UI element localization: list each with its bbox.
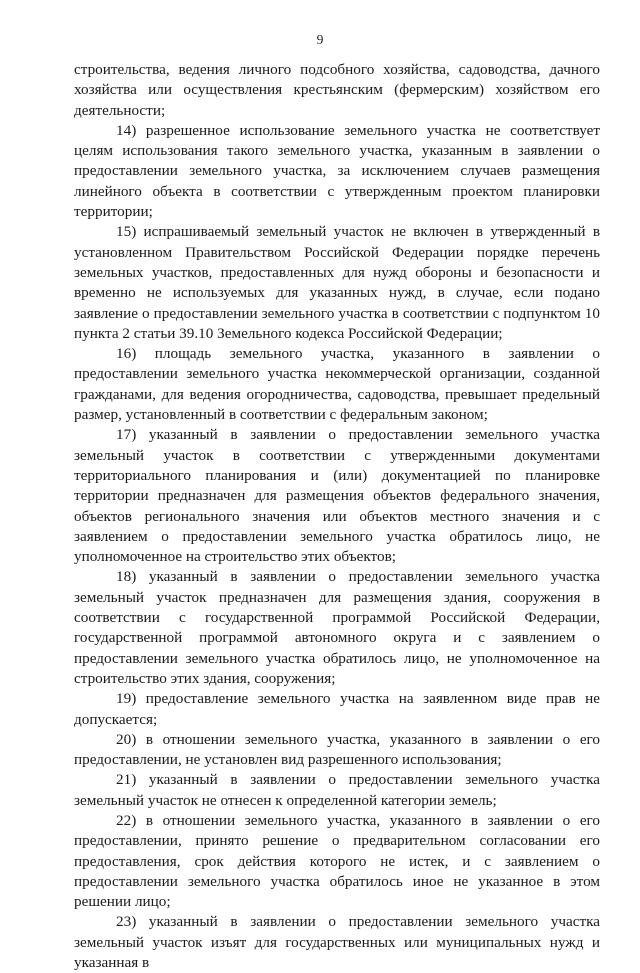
paragraph: 19) предоставление земельного участка на заявленном виде прав не допускается; — [74, 690, 600, 728]
paragraph: 15) испрашиваемый земельный участок не включен в утвержденный в установленном Правительством Российской Федерации порядке перечень земельных участков, предоставленных для нужд обороны и безопасности и временно не используемых для указанных нужд, в случае, если подано заявление о предоставлении земельного участка в соответствии с подпунктом 10 пункта 2 статьи 39.10 Земельного кодекса Российской Федерации; — [74, 223, 600, 342]
paragraph: 21) указанный в заявлении о предоставлении земельного участка земельный участок не отнесен к определенной категории земель; — [74, 771, 600, 809]
paragraph: 17) указанный в заявлении о предоставлении земельного участка земельный участок в соответствии с утвержденными документами территориального планирования и (или) документацией по планировке территории предназначен для размещения объектов федерального значения, объектов регионального значения или объектов местного значения и с заявлением о предоставлении земельного участка обратилось лицо, не уполномоченное на строительство этих объектов; — [74, 426, 600, 566]
paragraph: 16) площадь земельного участка, указанного в заявлении о предоставлении земельного участка некоммерческой организации, созданной гражданами, для ведения огородничества, садоводства, превышает предельный размер, установленный в соответствии с федеральным законом; — [74, 345, 600, 424]
paragraph: строительства, ведения личного подсобного хозяйства, садоводства, дачного хозяйства или осуществления крестьянским (фермерским) хозяйством его деятельности; — [74, 61, 600, 119]
paragraph: 23) указанный в заявлении о предоставлении земельного участка земельный участок изъят для государственных или муниципальных нужд и указанная в — [74, 913, 600, 972]
page-number: 9 — [316, 32, 324, 47]
paragraph: 22) в отношении земельного участка, указанного в заявлении о его предоставлении, принято решение о предварительном согласовании его предоставления, срок действия которого не истек, и с заявлением о предоставлении земельного участка обратилось иное не указанное в этом решении лицо; — [74, 811, 600, 911]
paragraph: 18) указанный в заявлении о предоставлении земельного участка земельный участок предназначен для размещения здания, сооружения в соответствии с государственной программой Российской Федерации, государственной программой автономного округа и с заявлением о предоставлении земельного участка обратилось лицо, не уполномоченное на строительство этих здания, сооружения; — [74, 568, 600, 687]
paragraph: 20) в отношении земельного участка, указанного в заявлении о его предоставлении, не установлен вид разрешенного использования; — [74, 730, 600, 769]
paragraph: 14) разрешенное использование земельного участка не соответствует целям использования такого земельного участка, указанным в заявлении о предоставлении земельного участка, за исключением случаев размещения линейного объекта в соответствии с утвержденным проектом планировки территории; — [74, 121, 600, 221]
document-body — [74, 60, 600, 973]
